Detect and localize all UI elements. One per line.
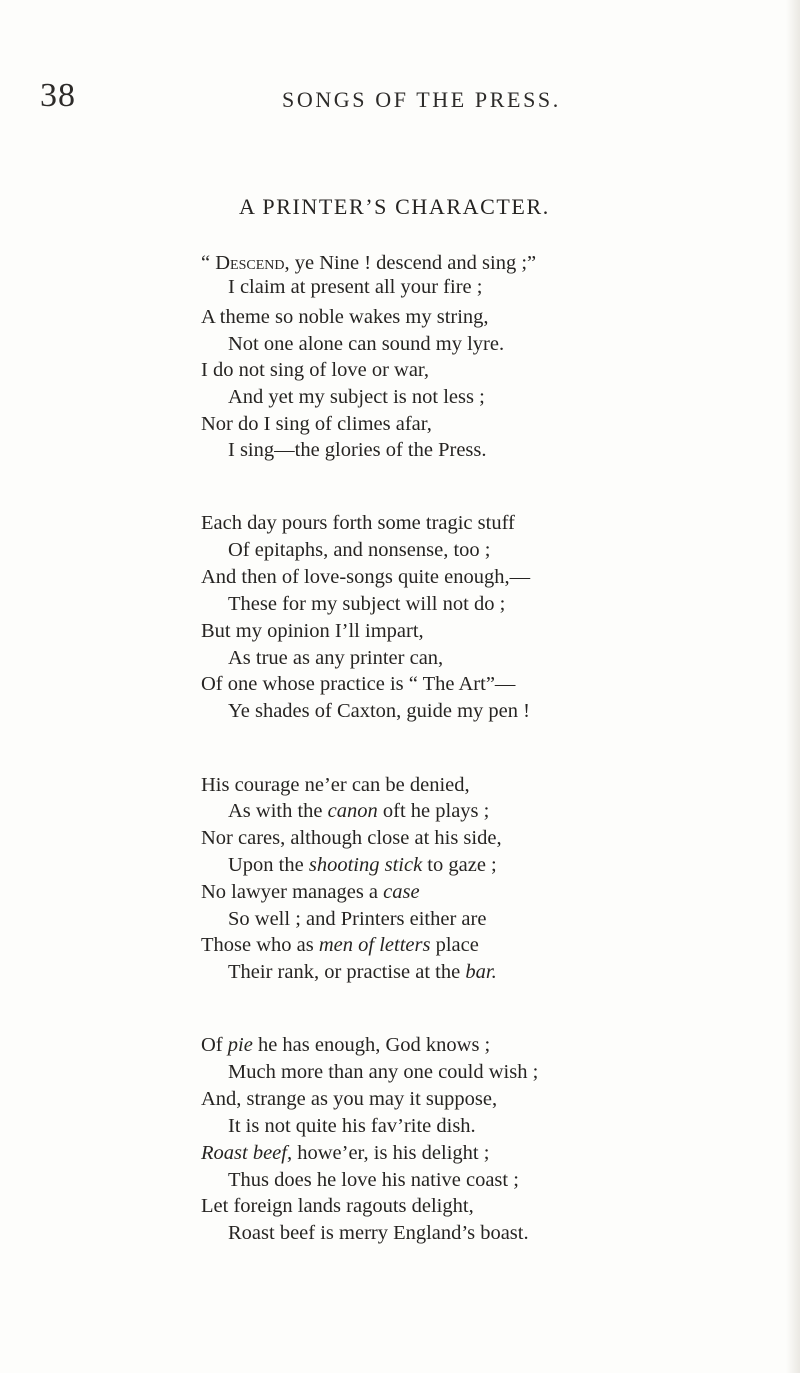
poem-line: It is not quite his fav’rite dish. xyxy=(228,1115,476,1137)
poem-line: Much more than any one could wish ; xyxy=(228,1061,539,1083)
line-text: he has enough, God knows ; xyxy=(252,1034,491,1056)
poem-line: So well ; and Printers either are xyxy=(228,908,487,930)
drop-word: Descend, xyxy=(215,252,290,274)
poem-line: Roast beef is merry England’s boast. xyxy=(228,1222,529,1244)
italic-term: shooting stick xyxy=(308,854,423,876)
poem-line: I do not sing of love or war, xyxy=(201,359,430,381)
poem-line: As true as any printer can, xyxy=(228,647,444,669)
poem-line: Nor do I sing of climes afar, xyxy=(201,413,432,435)
poem-line: His courage ne’er can be denied, xyxy=(201,774,470,796)
poem-line: And, strange as you may it suppose, xyxy=(201,1088,498,1110)
line-text: No lawyer manages a xyxy=(201,881,384,903)
line-text: oft he plays ; xyxy=(377,800,490,822)
poem-line xyxy=(201,879,420,905)
line-text: Upon the xyxy=(228,854,309,876)
poem-line: Of epitaphs, and nonsense, too ; xyxy=(228,539,491,561)
poem-line: Of one whose practice is “ The Art”— xyxy=(201,673,516,695)
poem-line: Ye shades of Caxton, guide my pen ! xyxy=(228,700,530,722)
poem-line: I claim at present all your fire ; xyxy=(228,276,483,298)
poem-line: A theme so noble wakes my string, xyxy=(201,306,489,328)
poem-line: Let foreign lands ragouts delight, xyxy=(201,1195,474,1217)
poem-line xyxy=(228,798,489,824)
poem-line xyxy=(201,250,536,276)
poem-line: These for my subject will not do ; xyxy=(228,593,506,615)
poem-line: Not one alone can sound my lyre. xyxy=(228,333,505,355)
line-text: howe’er, is his delight ; xyxy=(292,1142,490,1164)
poem-line: And yet my subject is not less ; xyxy=(228,386,485,408)
italic-term: case xyxy=(383,881,420,903)
poem-line: Thus does he love his native coast ; xyxy=(228,1169,519,1191)
italic-term: canon xyxy=(327,800,378,822)
page-edge-shadow xyxy=(786,0,800,1373)
line-text: As with the xyxy=(228,800,328,822)
open-quote: “ xyxy=(201,252,216,274)
line-text: to gaze ; xyxy=(422,854,497,876)
running-head: SONGS OF THE PRESS. xyxy=(282,87,561,112)
poem-line: I sing—the glories of the Press. xyxy=(228,439,487,461)
poem-line xyxy=(201,1032,490,1058)
poem-line: And then of love-songs quite enough,— xyxy=(201,566,531,588)
italic-term: bar. xyxy=(465,961,497,983)
italic-term: men of letters xyxy=(318,934,431,956)
line-text: Of xyxy=(201,1034,228,1056)
poem-line xyxy=(228,959,497,985)
poem-line: Each day pours forth some tragic stuff xyxy=(201,512,515,534)
poem-line xyxy=(201,932,479,958)
page-number: 38 xyxy=(40,77,76,114)
line-text: ye Nine ! descend and sing ;” xyxy=(289,252,537,274)
line-text: place xyxy=(430,934,479,956)
line-text: Those who as xyxy=(201,934,319,956)
italic-term: Roast beef, xyxy=(201,1142,293,1164)
poem-line: Nor cares, although close at his side, xyxy=(201,827,502,849)
italic-term: pie xyxy=(227,1034,253,1056)
poem-line xyxy=(201,1140,489,1166)
line-text: Their rank, or practise at the xyxy=(228,961,466,983)
poem-line xyxy=(228,852,497,878)
poem-line: But my opinion I’ll impart, xyxy=(201,620,424,642)
poem-title: A PRINTER’S CHARACTER. xyxy=(239,194,550,219)
